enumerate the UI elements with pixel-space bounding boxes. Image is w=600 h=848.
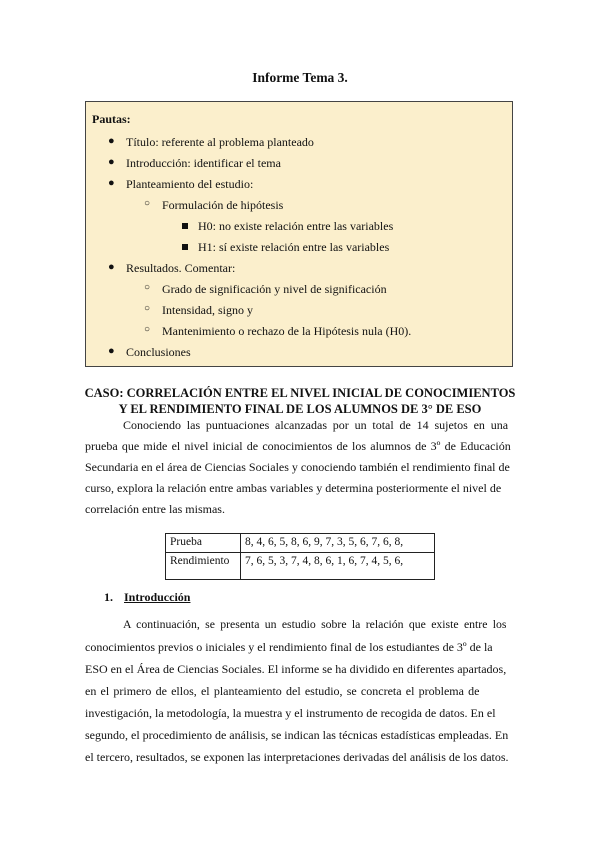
bullet-circle-icon: ○ [144,324,151,335]
intro-paragraph-line: A continuación, se presenta un estudio sobre la relación que existe entre los [123,618,507,631]
pautas-item: Formulación de hipótesis [162,198,284,212]
pautas-box [85,101,513,367]
case-title-line-1: CASO: CORRELACIÓN ENTRE EL NIVEL INICIAL DE CONOCIMIENTOS [84,386,516,400]
bullet-dot-icon: ● [108,345,115,357]
intro-paragraph-line: el tercero, resultados, se exponen las interpretaciones derivadas del análisis de los datos. [85,750,509,764]
case-paragraph-line: curso, explora la relación entre ambas variables y determina posteriormente el nivel de [85,481,502,495]
section-number: 1. [104,590,113,604]
bullet-circle-icon: ○ [144,198,151,209]
table-row [166,553,435,580]
case-paragraph-line: correlación entre las mismas. [85,502,225,516]
case-paragraph-line: Conociendo las puntuaciones alcanzadas por un total de 14 sujetos en una [123,418,509,432]
bullet-dot-icon: ● [108,156,115,168]
bullet-circle-icon: ○ [144,282,151,293]
bullet-circle-icon: ○ [144,303,151,314]
intro-paragraph-line: ESO en el Área de Ciencias Sociales. El informe se ha dividido en diferentes apartados, [85,662,507,676]
data-table [165,533,435,580]
intro-paragraph-line: investigación, la metodología, la muestra y el instrumento de recogida de datos. En el [85,706,496,720]
pautas-item: Mantenimiento o rechazo de la Hipótesis nula (H0). [162,324,412,338]
pautas-item: H1: sí existe relación entre las variables [198,240,390,254]
bullet-dot-icon: ● [108,261,115,273]
pautas-item: Introducción: identificar el tema [126,156,281,170]
pautas-item: Título: referente al problema planteado [126,135,314,149]
intro-paragraph-line: conocimientos previos o iniciales y el rendimiento final de los estudiantes de 3º de la [85,640,493,654]
table-row-values: 7, 6, 5, 3, 7, 4, 8, 6, 1, 6, 7, 4, 5, 6, [241,553,435,580]
table-row-label: Prueba [166,534,241,553]
case-title-line-2: Y EL RENDIMIENTO FINAL DE LOS ALUMNOS DE 3° DE ESO [118,402,482,416]
intro-paragraph-line: segundo, el procedimiento de análisis, se indican las técnicas estadísticas empleadas. En [85,728,509,742]
pautas-heading: Pautas: [92,112,131,126]
table-row-values: 8, 4, 6, 5, 8, 6, 9, 7, 3, 5, 6, 7, 6, 8, [241,534,435,553]
bullet-dot-icon: ● [108,135,115,147]
case-paragraph-line: prueba que mide el nivel inicial de conocimientos de los alumnos de 3º de Educación [85,439,511,453]
intro-paragraph-line: en el primero de ellos, el planteamiento del estudio, se concreta el problema de [85,684,480,698]
pautas-item: H0: no existe relación entre las variables [198,219,394,233]
pautas-item: Conclusiones [126,345,191,359]
table-row-label: Rendimiento [166,553,241,580]
pautas-item: Planteamiento del estudio: [126,177,254,191]
case-paragraph-line: Secundaria en el área de Ciencias Sociales y conociendo también el rendimiento final de [85,460,510,474]
bullet-dot-icon: ● [108,177,115,189]
bullet-square-icon [182,244,188,250]
pautas-item: Resultados. Comentar: [126,261,236,275]
pautas-item: Grado de significación y nivel de significación [162,282,387,296]
pautas-item: Intensidad, signo y [162,303,253,317]
bullet-square-icon [182,223,188,229]
table-row [166,534,435,553]
document-title: Informe Tema 3. [252,70,348,85]
section-title: Introducción [124,590,191,604]
